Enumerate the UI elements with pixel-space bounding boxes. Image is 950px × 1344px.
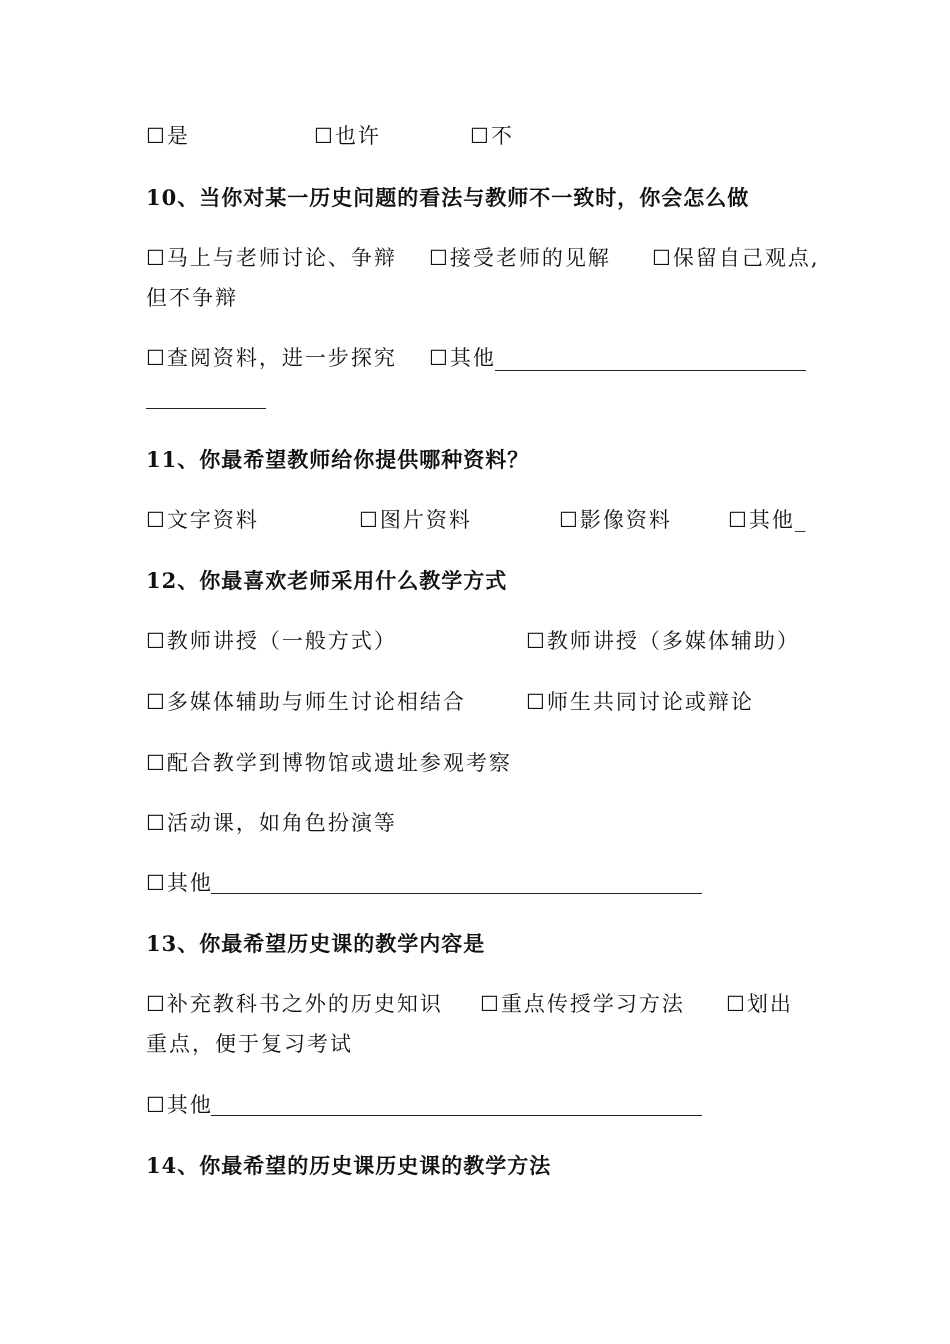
q13-option-extra-knowledge[interactable]: ☐补充教科书之外的历史知识 (146, 992, 443, 1016)
q10-option-accept[interactable]: ☐接受老师的见解 (429, 246, 611, 270)
q12-other-blank[interactable] (211, 893, 702, 894)
q12-option-multimedia-discussion[interactable]: ☐多媒体辅助与师生讨论相结合 (146, 690, 466, 714)
q12-option-activity[interactable]: ☐活动课，如角色扮演等 (146, 811, 397, 835)
q10-option-discuss[interactable]: ☐马上与老师讨论、争辩 (146, 246, 397, 270)
q12-title: 12、你最喜欢老师采用什么教学方式 (146, 568, 508, 593)
q12-option-lecture-multimedia[interactable]: ☐教师讲授（多媒体辅助） (526, 629, 800, 653)
q13-other-blank[interactable] (211, 1115, 702, 1116)
q13-option-other[interactable]: ☐其他 (146, 1093, 213, 1117)
q11-title: 11、你最希望教师给你提供哪种资料？ (146, 447, 530, 472)
q13-option-methods[interactable]: ☐重点传授学习方法 (480, 992, 685, 1016)
q13-title: 13、你最希望历史课的教学内容是 (146, 931, 486, 956)
q10-other-blank-cont[interactable] (146, 408, 266, 409)
q11-option-video[interactable]: ☐影像资料 (559, 508, 672, 532)
q14-title: 14、你最希望的历史课历史课的教学方法 (146, 1153, 552, 1178)
q11-option-text[interactable]: ☐文字资料 (146, 508, 259, 532)
q13-option-key-points-cont: 重点，便于复习考试 (146, 1032, 353, 1056)
q12-option-museum[interactable]: ☐配合教学到博物馆或遗址参观考察 (146, 751, 512, 775)
q9-option-no[interactable]: ☐不 (470, 124, 514, 148)
q10-title: 10、当你对某一历史问题的看法与教师不一致时，你会怎么做 (146, 185, 750, 210)
q11-option-other[interactable]: ☐其他_ (728, 508, 808, 532)
q10-other-blank[interactable] (495, 370, 806, 371)
q10-option-keep-view-cont: 但不争辩 (146, 286, 238, 310)
q13-option-key-points[interactable]: ☐划出 (726, 992, 793, 1016)
q9-option-yes[interactable]: ☐是 (146, 124, 190, 148)
q12-option-debate[interactable]: ☐师生共同讨论或辩论 (526, 690, 754, 714)
q9-option-maybe[interactable]: ☐也许 (314, 124, 381, 148)
q12-option-lecture[interactable]: ☐教师讲授（一般方式） (146, 629, 397, 653)
q11-option-images[interactable]: ☐图片资料 (359, 508, 472, 532)
q10-option-research[interactable]: ☐查阅资料，进一步探究 (146, 346, 397, 370)
q10-option-keep-view[interactable]: ☐保留自己观点, (652, 246, 820, 270)
q12-option-other[interactable]: ☐其他 (146, 871, 213, 895)
q10-option-other[interactable]: ☐其他 (429, 346, 496, 370)
